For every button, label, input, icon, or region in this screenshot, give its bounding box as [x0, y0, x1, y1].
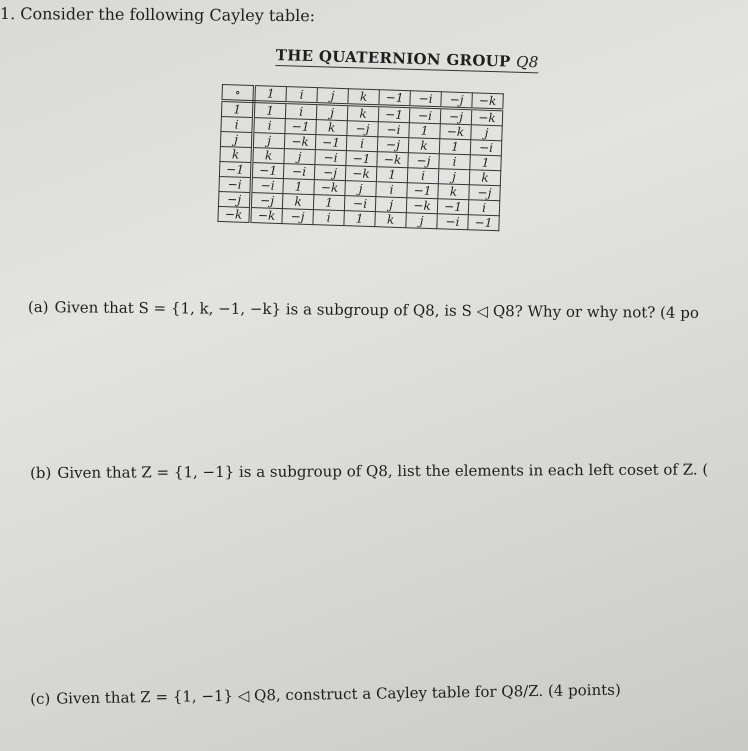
cayley-cell: −k: [250, 208, 282, 224]
cayley-cell: −i: [470, 140, 501, 156]
cayley-cell: i: [346, 136, 377, 152]
cayley-cell: −j: [347, 121, 378, 137]
cayley-cell: k: [282, 194, 313, 210]
cayley-cell: −1: [285, 119, 316, 135]
cayley-cell: −j: [250, 193, 282, 209]
cayley-cell: 1: [344, 211, 375, 227]
cayley-cell: −k: [471, 109, 503, 126]
cayley-cell: 1: [313, 195, 344, 211]
question-a-text: Given that S = {1, k, −1, −k} is a subgroup of Q8, is S ◁ Q8? Why or why not? (4 po: [54, 298, 699, 322]
cayley-row-label: −i: [219, 176, 251, 192]
cayley-cell: i: [285, 103, 317, 120]
cayley-cell: 1: [283, 179, 314, 195]
cayley-cell: −1: [468, 215, 499, 231]
cayley-cell: k: [469, 170, 500, 186]
cayley-cell: i: [253, 118, 285, 134]
table-title-text: THE QUATERNION GROUP: [275, 46, 511, 71]
cayley-cell: k: [438, 184, 469, 200]
cayley-header-cell: k: [348, 89, 380, 106]
cayley-cell: 1: [376, 167, 407, 183]
cayley-row-label: 1: [221, 101, 254, 118]
cayley-operation-symbol: ∘: [222, 85, 255, 102]
cayley-cell: j: [316, 104, 348, 121]
cayley-cell: 1: [253, 102, 286, 119]
question-b: [30, 460, 708, 482]
cayley-cell: i: [439, 154, 470, 170]
cayley-cell: −i: [315, 150, 346, 166]
cayley-cell: −k: [345, 166, 376, 182]
cayley-cell: −k: [284, 134, 315, 150]
cayley-cell: k: [252, 148, 284, 164]
cayley-cell: k: [347, 105, 379, 122]
cayley-cell: k: [408, 138, 439, 154]
cayley-cell: −i: [251, 178, 283, 194]
cayley-cell: i: [407, 168, 438, 184]
cayley-cell: j: [375, 197, 406, 213]
cayley-cell: −i: [283, 164, 314, 180]
cayley-row-label: k: [220, 146, 252, 162]
cayley-header-cell: −k: [472, 93, 504, 110]
cayley-cell: −j: [440, 108, 472, 125]
cayley-cell: −k: [377, 152, 408, 168]
cayley-cell: −i: [437, 214, 468, 230]
cayley-header-cell: −j: [441, 92, 473, 109]
cayley-cell: −i: [378, 122, 409, 138]
cayley-cell: −1: [407, 183, 438, 199]
question-c: [30, 681, 621, 708]
cayley-row-label: −j: [218, 191, 250, 207]
cayley-cell: i: [313, 210, 344, 226]
cayley-cell: −j: [314, 165, 345, 181]
cayley-cell: k: [316, 120, 347, 136]
cayley-cell: 1: [470, 155, 501, 171]
cayley-cell: −j: [469, 185, 500, 201]
cayley-cell: i: [468, 200, 499, 216]
cayley-cell: −1: [437, 199, 468, 215]
question-b-text: Given that Z = {1, −1} is a subgroup of Q8, list the elements in each left coset of Z. (: [57, 460, 709, 482]
cayley-cell: −k: [440, 124, 471, 140]
cayley-cell: −1: [251, 163, 283, 179]
cayley-cell: −1: [378, 106, 410, 123]
question-c-label: (c): [30, 689, 51, 708]
cayley-header-cell: 1: [254, 86, 287, 103]
question-b-label: (b): [30, 463, 52, 482]
cayley-cell: j: [252, 133, 284, 149]
cayley-cell: −k: [406, 198, 437, 214]
cayley-cell: j: [345, 181, 376, 197]
cayley-row-label: −k: [218, 206, 250, 222]
cayley-header-cell: i: [286, 87, 318, 104]
cayley-cell: −j: [377, 137, 408, 153]
cayley-cell: −i: [344, 196, 375, 212]
cayley-cell: i: [376, 182, 407, 198]
cayley-cell: −1: [315, 135, 346, 151]
question-a: [28, 298, 699, 322]
cayley-row-label: j: [220, 131, 252, 147]
question-a-label: (a): [27, 298, 49, 317]
cayley-cell: j: [438, 169, 469, 185]
cayley-cell: j: [284, 149, 315, 165]
table-title-subscript: Q8: [515, 52, 539, 72]
cayley-cell: −i: [409, 107, 441, 124]
cayley-cell: k: [375, 212, 406, 228]
cayley-cell: j: [471, 125, 502, 141]
cayley-cell: −j: [282, 209, 313, 225]
cayley-cell: 1: [409, 123, 440, 139]
cayley-table-container: [217, 84, 503, 231]
problem-title: 1. Consider the following Cayley table:: [0, 4, 316, 26]
cayley-row-label: −1: [219, 161, 251, 177]
cayley-row-label: i: [221, 116, 253, 132]
question-c-text: Given that Z = {1, −1} ◁ Q8, construct a Cayley table for Q8/Z. (4 points): [56, 680, 621, 708]
cayley-cell: −1: [346, 151, 377, 167]
cayley-cell: j: [406, 213, 437, 229]
cayley-cell: 1: [439, 139, 470, 155]
cayley-header-cell: −i: [410, 91, 442, 108]
cayley-cell: −j: [408, 153, 439, 169]
cayley-cell: −k: [314, 180, 345, 196]
table-title: [275, 46, 538, 73]
cayley-table: [217, 84, 503, 231]
cayley-header-cell: −1: [379, 90, 411, 107]
cayley-header-cell: j: [317, 88, 349, 105]
